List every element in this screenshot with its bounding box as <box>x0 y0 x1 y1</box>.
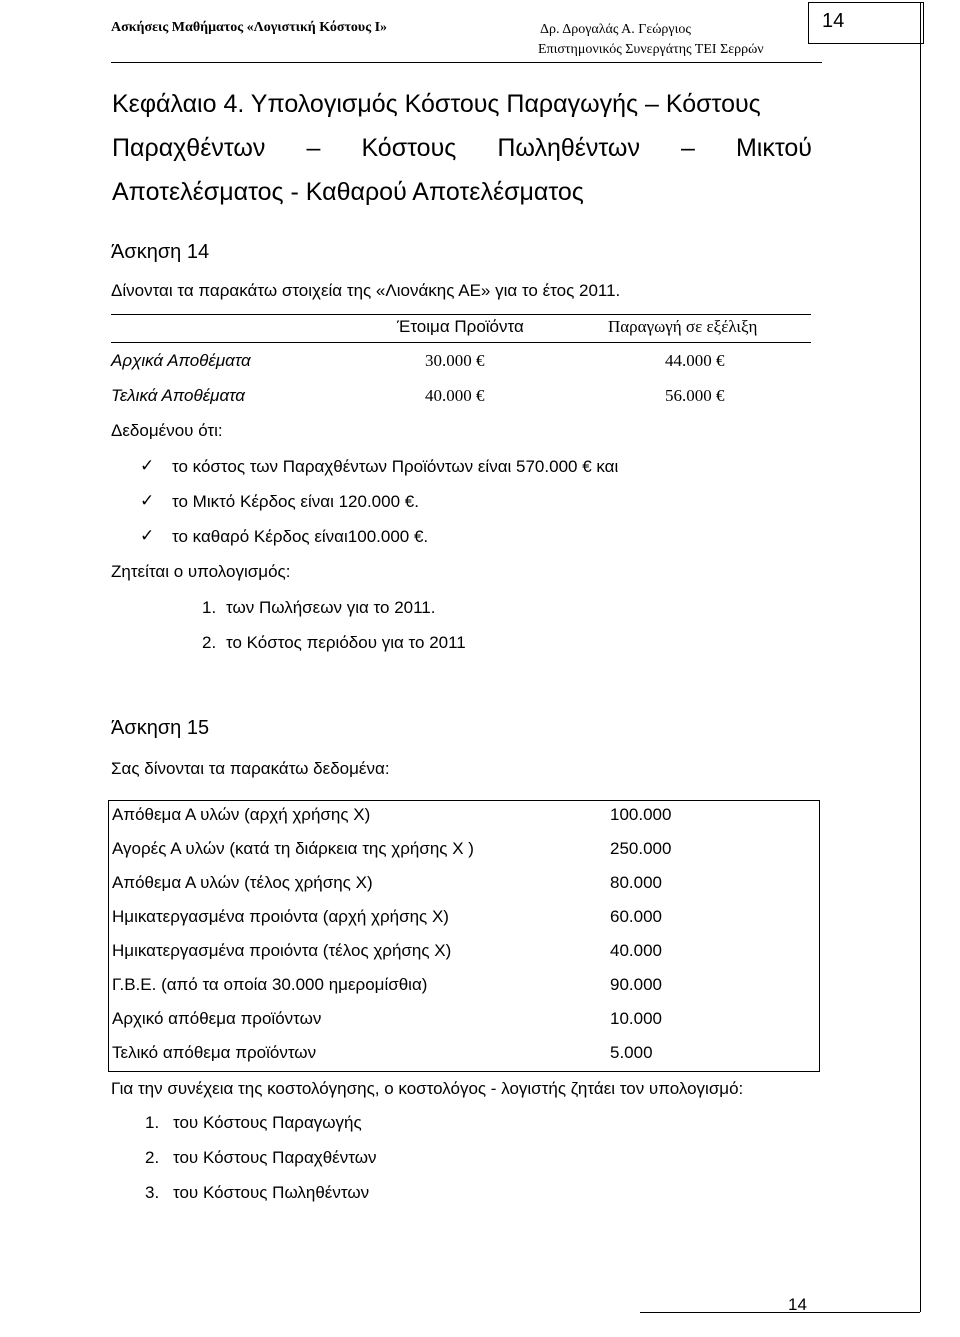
data-row-value: 60.000 <box>610 907 662 926</box>
table-cell: 56.000 € <box>665 386 725 405</box>
data-row-label: Απόθεμα Α υλών (αρχή χρήσης Χ) <box>112 805 371 824</box>
table-cell: 30.000 € <box>425 351 485 370</box>
data-row-label: Ημικατεργασμένα προιόντα (τέλος χρήσης Χ) <box>112 941 452 960</box>
chapter-title-line3: Αποτελέσματος - Καθαρού Αποτελέσματος <box>112 178 584 206</box>
exercise-15-title: Άσκηση 15 <box>111 717 210 739</box>
chapter-word: – <box>681 134 695 162</box>
continue-text: Για την συνέχεια της κοστολόγησης, ο κοστολόγος - λογιστής ζητάει τον υπολογισμό: <box>111 1079 744 1098</box>
page-number-bottom: 14 <box>788 1295 807 1314</box>
ask-number: 1. <box>202 598 217 617</box>
checkmark-icon: ✓ <box>140 526 155 545</box>
exercise-15-intro: Σας δίνονται τα παρακάτω δεδομένα: <box>111 759 390 778</box>
ask-item: του Κόστους Πωληθέντων <box>173 1183 370 1202</box>
header-rule <box>111 62 822 63</box>
chapter-word: Πωληθέντων <box>497 134 640 162</box>
exercise-14-title: Άσκηση 14 <box>111 241 210 263</box>
page-border-bottom <box>640 1312 920 1313</box>
data-row-value: 90.000 <box>610 975 662 994</box>
inventory-table-top-rule <box>111 314 811 315</box>
author-name: Δρ. Δρογαλάς Α. Γεώργιος <box>540 22 691 37</box>
chapter-title-line1: Κεφάλαιο 4. Υπολογισμός Κόστους Παραγωγής – Κόστους <box>112 90 761 118</box>
table-header-wip: Παραγωγή σε εξέλιξη <box>608 317 758 336</box>
chapter-word: – <box>306 134 321 162</box>
inventory-table-header-rule <box>111 342 811 343</box>
data-row-value: 100.000 <box>610 805 672 824</box>
author-affiliation: Επιστημονικός Συνεργάτης ΤΕΙ Σερρών <box>538 42 764 57</box>
checkmark-icon: ✓ <box>140 456 155 475</box>
data-row-label: Αρχικό απόθεμα προϊόντων <box>112 1009 322 1028</box>
data-row-value: 5.000 <box>610 1043 653 1062</box>
table-row-label: Αρχικά Αποθέματα <box>111 351 251 370</box>
ask-number: 2. <box>202 633 217 652</box>
chapter-word: Κόστους <box>361 134 457 162</box>
given-item: το Μικτό Κέρδος είναι 120.000 €. <box>172 492 419 511</box>
ask-label: Ζητείται ο υπολογισμός: <box>111 562 291 581</box>
page-number-top: 14 <box>822 10 845 32</box>
table-cell: 44.000 € <box>665 351 725 370</box>
checkmark-icon: ✓ <box>140 491 155 510</box>
ask-item: του Κόστους Παραχθέντων <box>173 1148 377 1167</box>
header-author <box>538 20 764 60</box>
chapter-word: Παραχθέντων <box>112 134 266 162</box>
header-title: Ασκήσεις Μαθήματος «Λογιστική Κόστους Ι» <box>111 20 388 35</box>
data-row-value: 250.000 <box>610 839 672 858</box>
ask-item: του Κόστους Παραγωγής <box>173 1113 362 1132</box>
table-row-label: Τελικά Αποθέματα <box>111 386 245 405</box>
given-label: Δεδομένου ότι: <box>111 421 223 440</box>
given-item: το κόστος των Παραχθέντων Προϊόντων είναι 570.000 € και <box>172 457 619 476</box>
ask-number: 3. <box>145 1183 160 1202</box>
data-row-label: Τελικό απόθεμα προϊόντων <box>112 1043 317 1062</box>
ask-item: των Πωλήσεων για το 2011. <box>226 598 436 617</box>
table-cell: 40.000 € <box>425 386 485 405</box>
data-row-label: Απόθεμα Α υλών (τέλος χρήσης Χ) <box>112 873 373 892</box>
chapter-word: Μικτού <box>735 134 812 162</box>
ask-number: 2. <box>145 1148 160 1167</box>
ask-item: το Κόστος περιόδου για το 2011 <box>226 633 466 652</box>
data-row-label: Γ.Β.Ε. (από τα οποία 30.000 ημερομίσθια) <box>112 975 428 994</box>
data-row-value: 40.000 <box>610 941 662 960</box>
data-row-value: 10.000 <box>610 1009 662 1028</box>
data-row-label: Ημικατεργασμένα προιόντα (αρχή χρήσης Χ) <box>112 907 449 926</box>
table-header-finished: Έτοιμα Προϊόντα <box>397 317 524 336</box>
chapter-title <box>112 82 812 214</box>
exercise-14-intro: Δίνονται τα παρακάτω στοιχεία της «Λιονάκης ΑΕ» για το έτος 2011. <box>111 281 621 300</box>
ask-number: 1. <box>145 1113 160 1132</box>
data-row-value: 80.000 <box>610 873 662 892</box>
given-item: το καθαρό Κέρδος είναι100.000 €. <box>172 527 429 546</box>
page-border-right <box>920 2 921 1312</box>
chapter-title-line2 <box>112 126 812 170</box>
data-row-label: Αγορές Α υλών (κατά τη διάρκεια της χρήσης Χ ) <box>112 839 474 858</box>
